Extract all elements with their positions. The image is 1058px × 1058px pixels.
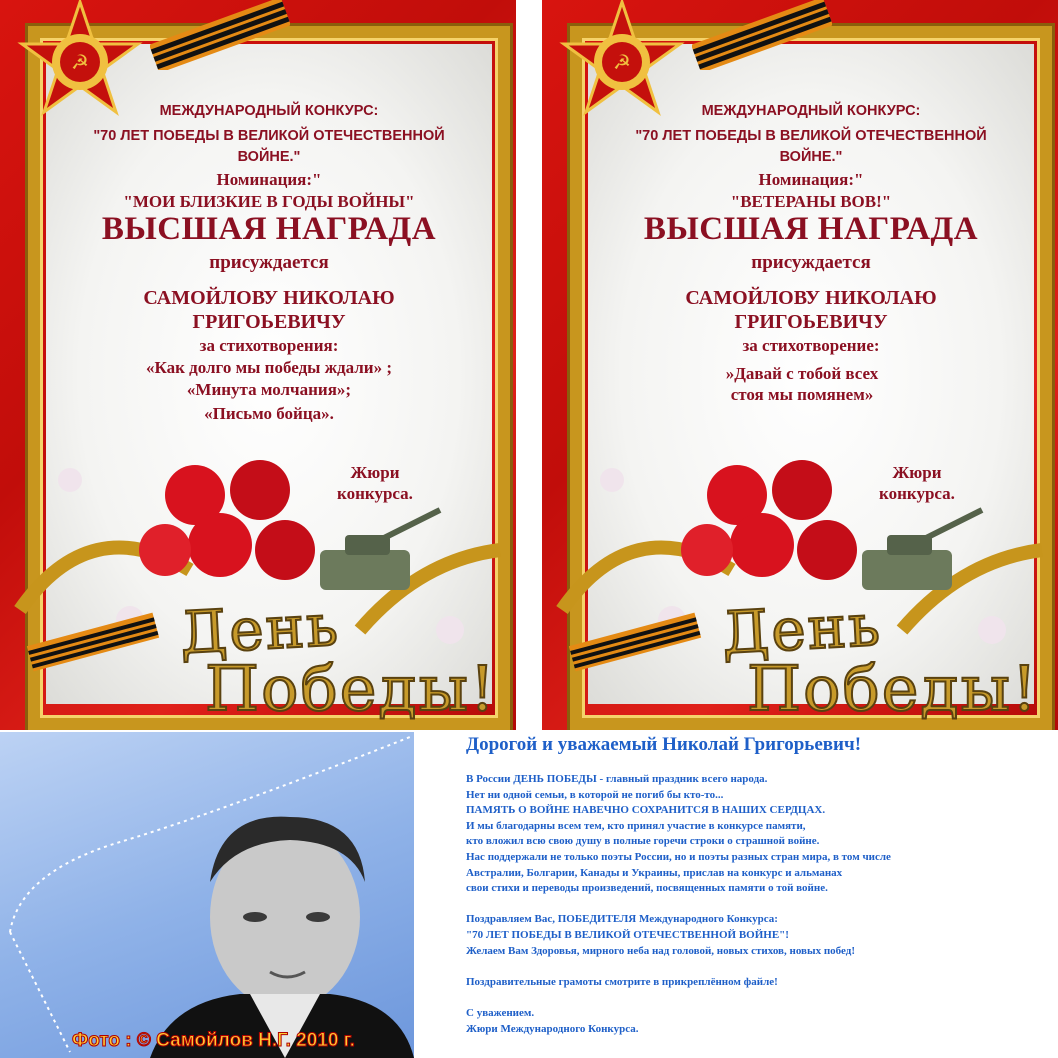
jury-label-1: Жюри (892, 463, 942, 482)
tank-icon (320, 550, 410, 590)
nomination-title: "МОИ БЛИЗКИЕ В ГОДЫ ВОЙНЫ" (123, 192, 415, 211)
letter-line: Желаем Вам Здоровья, мирного неба над головой, новых стихов, новых побед! (466, 944, 855, 957)
recipient-name-line-2: ГРИГОЬЕВИЧУ (734, 311, 888, 333)
jury-label-2: конкурса. (879, 484, 955, 503)
for-label: за стихотворения: (199, 336, 339, 355)
award-title: ВЫСШАЯ НАГРАДА (643, 211, 979, 247)
letter-line: Австралии, Болгарии, Канады и Украины, прислав на конкурс и альманах (466, 866, 843, 879)
victory-word: Победы! (205, 652, 497, 725)
letter-heading: Дорогой и уважаемый Николай Григорьевич! (466, 734, 862, 755)
spacer (466, 959, 1056, 975)
contest-name-line-1: "70 ЛЕТ ПОБЕДЫ В ВЕЛИКОЙ ОТЕЧЕСТВЕННОЙ (635, 128, 987, 144)
letter-line: Поздравительные грамоты смотрите в прикреплённом файле! (466, 975, 778, 988)
letter-line: В России ДЕНЬ ПОБЕДЫ - главный праздник всего народа. (466, 773, 768, 785)
nomination-title: "ВЕТЕРАНЫ ВОВ!" (730, 192, 892, 211)
photo-caption: Фото : © Самойлов Н.Г. 2010 г. (72, 1030, 355, 1051)
certificate-left (0, 0, 516, 730)
letter-line: ПАМЯТЬ О ВОЙНЕ НАВЕЧНО СОХРАНИТСЯ В НАШИХ СЕРДЦАХ. (466, 804, 826, 817)
victory-day-word: День (720, 590, 884, 668)
recipient-name-line-1: САМОЙЛОВУ НИКОЛАЮ (685, 287, 937, 309)
letter-line: "70 ЛЕТ ПОБЕДЫ В ВЕЛИКОЙ ОТЕЧЕСТВЕННОЙ ВОЙНЕ"! (466, 928, 789, 941)
letter-closing: С уважением. (466, 1006, 535, 1019)
nomination-label: Номинация:" (216, 170, 322, 189)
svg-text:☭: ☭ (71, 50, 89, 74)
awarded-text: присуждается (209, 252, 329, 273)
st-george-ribbon-icon (150, 0, 290, 70)
st-george-ribbon-icon (692, 0, 832, 70)
award-title: ВЫСШАЯ НАГРАДА (101, 211, 437, 247)
letter-line: кто вложил всю свою душу в полные горечи строки о страшной войне. (466, 835, 820, 848)
letter-line: Поздравляем Вас, ПОБЕДИТЕЛЯ Международного Конкурса: (466, 913, 778, 926)
letter (466, 734, 1056, 1037)
work-item: «Как долго мы победы ждали» ; (145, 358, 393, 377)
contest-name-line-2: ВОЙНЕ." (779, 149, 843, 165)
recipient-name-line-2: ГРИГОЬЕВИЧУ (192, 311, 346, 333)
awarded-text: присуждается (751, 252, 871, 273)
work-item: «Минута молчания»; (186, 380, 352, 399)
contest-name-line-2: ВОЙНЕ." (237, 149, 301, 165)
contest-label: МЕЖДУНАРОДНЫЙ КОНКУРС: (701, 103, 921, 119)
nomination-label: Номинация:" (758, 170, 864, 189)
contest-name-line-1: "70 ЛЕТ ПОБЕДЫ В ВЕЛИКОЙ ОТЕЧЕСТВЕННОЙ (93, 128, 445, 144)
work-item: »Давай с тобой всех (725, 364, 879, 383)
tank-icon (862, 550, 952, 590)
victory-word: Победы! (747, 652, 1039, 725)
recipient-name-line-1: САМОЙЛОВУ НИКОЛАЮ (143, 287, 395, 309)
letter-line: свои стихи и переводы произведений, посвященных памяти о той войне. (466, 882, 828, 895)
work-item: «Письмо бойца». (204, 404, 334, 423)
victory-day-word: День (178, 590, 342, 668)
portrait-photo (0, 732, 414, 1058)
letter-line: И мы благодарны всем тем, кто принял участие в конкурсе памяти, (466, 819, 806, 832)
jury-label-1: Жюри (350, 463, 400, 482)
svg-text:☭: ☭ (613, 50, 631, 74)
certificate-right (542, 0, 1058, 730)
for-label: за стихотворение: (742, 336, 880, 355)
jury-label-2: конкурса. (337, 484, 413, 503)
letter-line: Нет ни одной семьи, в которой не погиб бы кто-то... (466, 788, 724, 801)
spacer (466, 897, 1056, 913)
contest-label: МЕЖДУНАРОДНЫЙ КОНКУРС: (159, 103, 379, 119)
letter-line: Нас поддержали не только поэты России, но и поэты разных стран мира, в том числе (466, 850, 891, 863)
spacer (466, 990, 1056, 1006)
work-item: стоя мы помянем» (730, 385, 874, 404)
letter-signature: Жюри Международного Конкурса. (466, 1022, 639, 1035)
portrait-illustration (0, 732, 414, 1058)
